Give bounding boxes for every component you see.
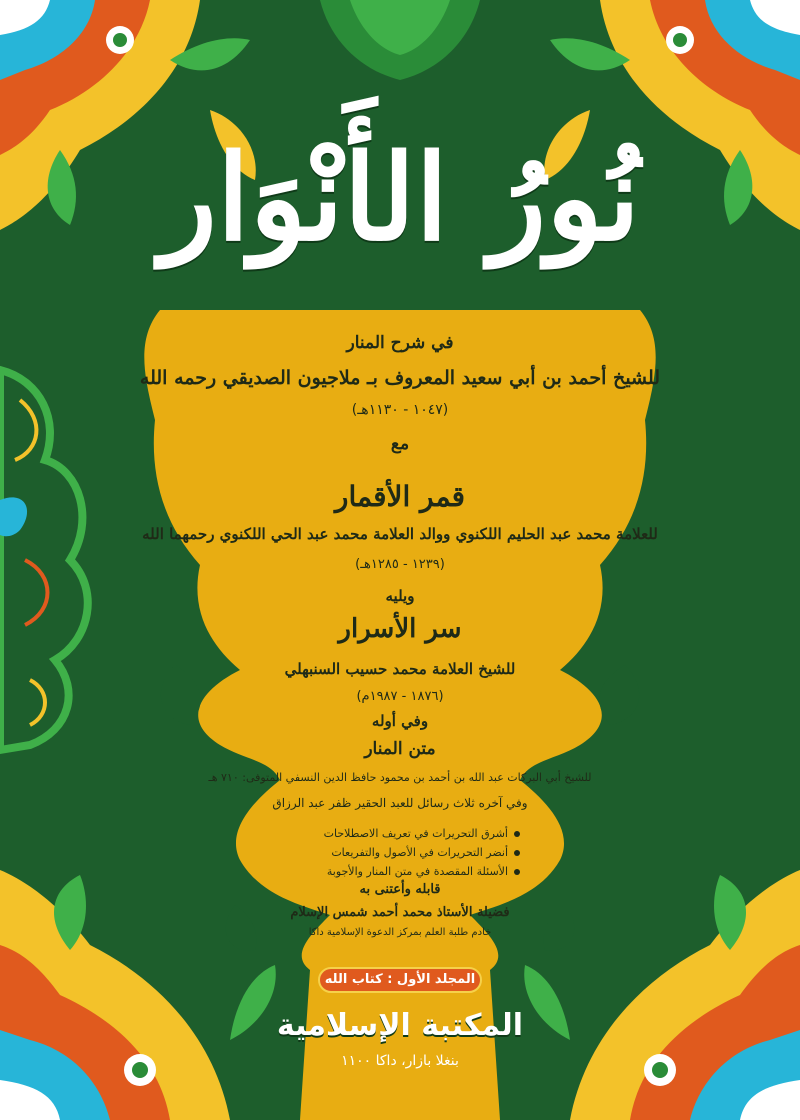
list-item: أنضر التحريرات في الأصول والتفريعات — [300, 843, 520, 862]
commentary-on-line: في شرح المنار — [346, 333, 454, 353]
book2-author: للعلامة محمد عبد الحليم اللكنوي ووالد العلامة محمد عبد الحي اللكنوي رحمهما الله — [142, 525, 658, 543]
list-item: الأسئلة المقصدة في متن المنار والأجوبة — [300, 862, 520, 881]
at-end-line: وفي آخره ثلاث رسائل للعبد الحقير ظفر عبد الرزاق — [272, 796, 528, 810]
bullet-icon — [514, 850, 520, 856]
book3-author: للشيخ العلامة محمد حسيب السنبهلي — [284, 660, 516, 678]
list-item: أشرق التحريرات في تعريف الاصطلاحات — [300, 824, 520, 843]
book4-title: متن المنار — [364, 739, 436, 759]
reviewed-label: قابله وأعتنى به — [359, 882, 441, 897]
reviewer-name: فضيلة الأستاذ محمد أحمد شمس الإسلام — [290, 905, 510, 920]
book-title: نُورُ الأَنْوَار — [159, 128, 641, 267]
book4-author: للشيخ أبي البركات عبد الله بن أحمد بن محمود حافظ الدين النسفي المتوفى: ٧١٠ هـ — [208, 771, 592, 784]
author-dates: (١٠٤٧ - ١١٣٠هـ) — [351, 402, 449, 418]
book2-title: قمر الأقمار — [334, 480, 466, 513]
author-line: للشيخ أحمد بن أبي سعيد المعروف بـ ملاجيون الصديقي رحمه الله — [139, 367, 661, 389]
appendix-list — [300, 824, 520, 881]
book3-title: سر الأسرار — [338, 614, 462, 644]
at-beginning-line: وفي أوله — [371, 712, 429, 730]
book3-dates: (١٨٧٦ - ١٩٨٧م) — [356, 689, 444, 704]
publisher-name: المكتبة الإسلامية — [276, 1008, 524, 1043]
reviewer-role: خادم طلبة العلم بمركز الدعوة الإسلامية داكا — [308, 927, 492, 938]
with-line: مع — [390, 434, 410, 454]
volume-badge: المجلد الأول : كتاب الله — [318, 967, 482, 993]
book2-dates: (١٢٣٩ - ١٢٨٥هـ) — [355, 557, 445, 572]
followed-by-line: ويليه — [385, 587, 415, 605]
bullet-icon — [514, 869, 520, 875]
publisher-address: بنغلا بازار، داكا ١١٠٠ — [341, 1053, 459, 1069]
bullet-icon — [514, 831, 520, 837]
